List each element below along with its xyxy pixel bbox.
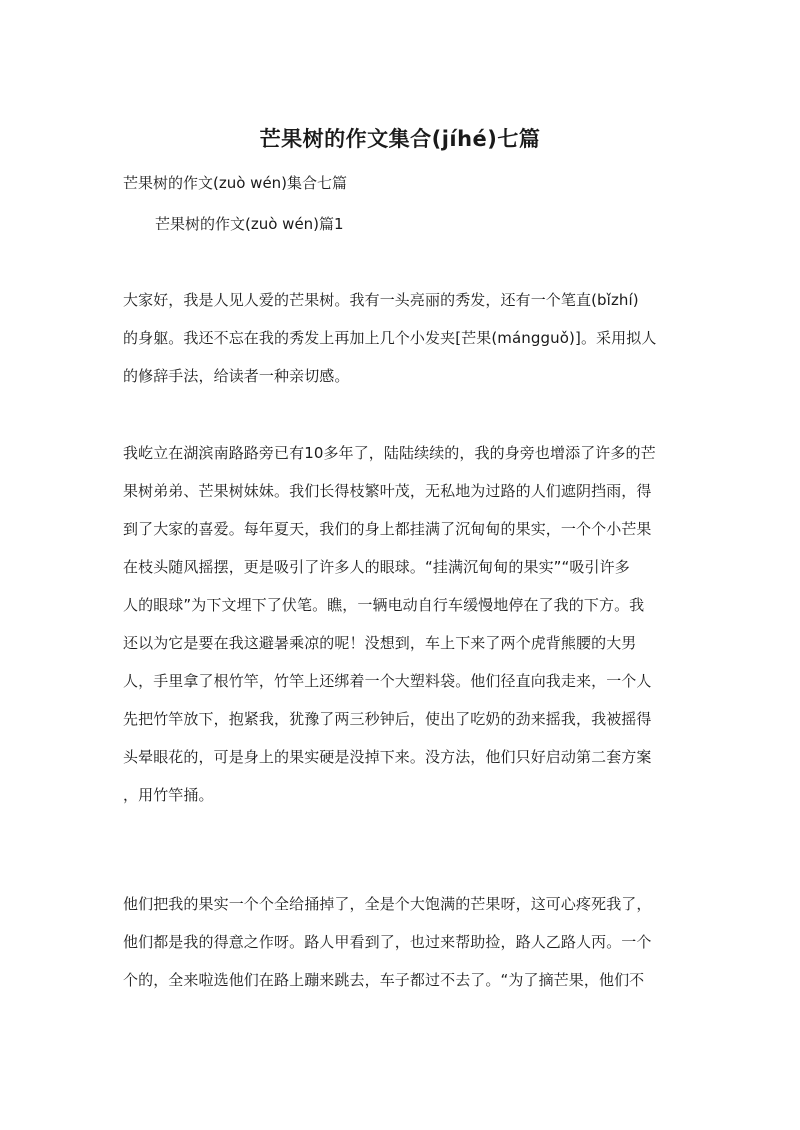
paragraph-1 [123,281,685,395]
text-line: 在枝头随风摇摆，更是吸引了许多人的眼球。“挂满沉甸甸的果实”“吸引许多 [123,558,630,576]
document-subtitle: 芒果树的作文(zuò wén)集合七篇 [123,174,348,192]
text-line: 的身躯。我还不忘在我的秀发上再加上几个小发夹[芒果(mángguǒ)]。采用拟人 [123,329,657,347]
text-line: 他们把我的果实一个个全给捅掉了，全是个大饱满的芒果呀，这可心疼死我了， [123,895,652,913]
paragraph-3 [123,885,685,999]
text-line: 大家好，我是人见人爱的芒果树。我有一头亮丽的秀发，还有一个笔直(bǐzhí) [123,291,639,309]
text-line: 到了大家的喜爱。每年夏天，我们的身上都挂满了沉甸甸的果实，一个个小芒果 [123,520,652,538]
text-line: 先把竹竿放下，抱紧我，犹豫了两三秒钟后，使出了吃奶的劲来摇我，我被摇得 [123,710,652,728]
text-line: 果树弟弟、芒果树妹妹。我们长得枝繁叶茂，无私地为过路的人们遮阴挡雨，得 [123,482,652,500]
text-line: ，用竹竿捅。 [123,786,214,804]
document-title: 芒果树的作文集合(jíhé)七篇 [259,127,541,151]
text-line: 个的，全来啦选他们在路上蹦来跳去，车子都过不去了。“为了摘芒果，他们不 [123,971,645,989]
text-line: 的修辞手法，给读者一种亲切感。 [123,367,350,385]
text-line: 我屹立在湖滨南路路旁已有10多年了，陆陆续续的，我的身旁也增添了许多的芒 [123,444,656,462]
text-line: 他们都是我的得意之作呀。路人甲看到了，也过来帮助捡，路人乙路人丙。一个 [123,933,652,951]
text-line: 人，手里拿了根竹竿，竹竿上还绑着一个大塑料袋。他们径直向我走来，一个人 [123,672,652,690]
text-line: 头晕眼花的，可是身上的果实硬是没掉下来。没方法，他们只好启动第二套方案 [123,748,652,766]
text-line: 人的眼球”为下文埋下了伏笔。瞧，一辆电动自行车缓慢地停在了我的下方。我 [123,596,645,614]
section-heading: 芒果树的作文(zuò wén)篇1 [155,215,344,233]
text-line: 还以为它是要在我这避暑乘凉的呢！没想到，车上下来了两个虎背熊腰的大男 [123,634,637,652]
paragraph-2 [123,434,685,814]
